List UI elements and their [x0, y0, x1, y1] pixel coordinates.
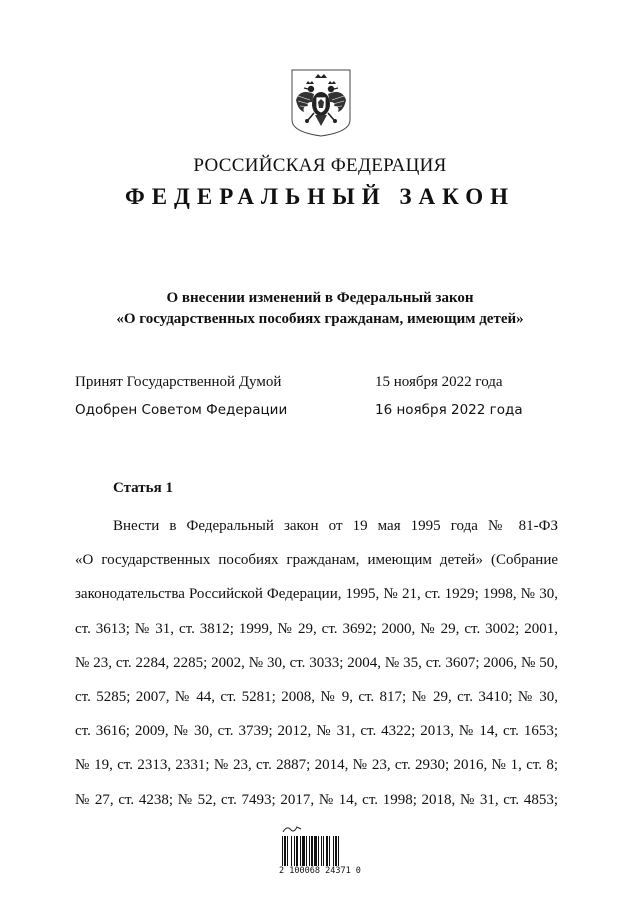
article-line: ст. 3616; 2009, № 30, ст. 3739; 2012, № 31, ст. 4322; 2013, № 14, ст. 1653;	[75, 723, 558, 740]
barcode-bar	[335, 836, 337, 866]
article-line: законодательства Российской Федерации, 1995, № 21, ст. 1929; 1998, № 30,	[75, 586, 558, 603]
document-type-heading: ФЕДЕРАЛЬНЫЙ ЗАКОН	[124, 184, 516, 209]
barcode-bar	[338, 836, 339, 866]
law-title	[0, 288, 640, 330]
adoption-label: Одобрен Советом Федерации	[75, 402, 288, 418]
barcode-bar	[306, 836, 307, 866]
article-line: № 27, ст. 4238; № 52, ст. 7493; 2017, № 14, ст. 1998; 2018, № 31, ст. 4853;	[75, 791, 558, 808]
country-heading: РОССИЙСКАЯ ФЕДЕРАЦИЯ	[193, 155, 447, 176]
barcode-bar	[294, 836, 295, 866]
barcode-bar	[291, 836, 292, 866]
barcode-bar	[314, 836, 317, 866]
signature-mark-icon	[282, 824, 302, 834]
barcode-number: 2 100068 24371 0	[279, 866, 361, 876]
barcode-bar	[321, 836, 322, 866]
barcode-bar	[302, 836, 305, 866]
barcode-bar	[282, 836, 283, 866]
barcode-bar	[300, 836, 301, 866]
adoption-row-council	[75, 402, 523, 418]
adoption-row-duma	[75, 374, 503, 391]
barcode-bar	[333, 836, 334, 866]
article-line: № 19, ст. 2313, 2331; № 23, ст. 2887; 2014, № 23, ст. 2930; 2016, № 1, ст. 8;	[75, 757, 558, 774]
barcode-bar	[318, 836, 319, 866]
adoption-date: 16 ноября 2022 года	[375, 402, 523, 418]
article-line: «О государственных пособиях гражданам, имеющим детей» (Собрание	[75, 552, 558, 569]
article-text	[75, 509, 558, 817]
law-title-line-1: О внесении изменений в Федеральный закон	[166, 290, 474, 306]
article-line: ст. 5285; 2007, № 44, ст. 5281; 2008, № 9, ст. 817; № 29, ст. 3410; № 30,	[75, 688, 558, 705]
coat-of-arms-icon	[288, 66, 354, 138]
barcode-bar	[326, 836, 328, 866]
adoption-label: Принят Государственной Думой	[75, 374, 282, 390]
law-title-line-2: «О государственных пособиях гражданам, имеющим детей»	[116, 311, 524, 327]
barcode-bar	[311, 836, 313, 866]
barcode-bar	[296, 836, 298, 866]
barcode-bar	[284, 836, 286, 866]
article-line: ст. 3613; № 31, ст. 3812; 1999, № 29, ст. 3692; 2000, № 29, ст. 3002; 2001,	[75, 620, 558, 637]
barcode-bar	[329, 836, 330, 866]
article-heading: Статья 1	[113, 480, 173, 496]
article-line: № 23, ст. 2284, 2285; 2002, № 30, ст. 3033; 2004, № 35, ст. 3607; 2006, № 50,	[75, 654, 558, 671]
barcode	[278, 822, 362, 882]
barcode-icon	[282, 836, 358, 866]
adoption-date: 15 ноября 2022 года	[375, 374, 503, 390]
article-line: Внести в Федеральный закон от 19 мая 1995 года № 81-ФЗ	[113, 518, 558, 534]
barcode-bar	[287, 836, 288, 866]
barcode-bar	[323, 836, 324, 866]
barcode-bar	[309, 836, 310, 866]
